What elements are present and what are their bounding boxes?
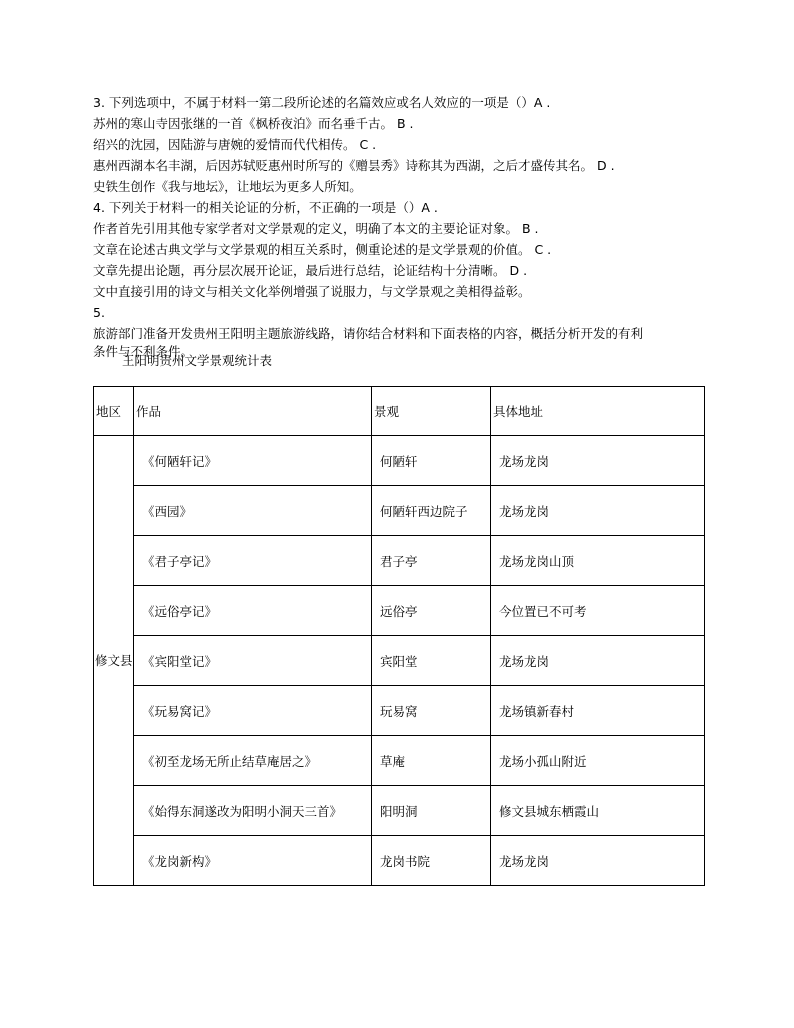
landscape-cell: 何陋轩 <box>372 436 491 486</box>
table-title: 王阳明贵州文学景观统计表 <box>122 353 273 368</box>
address-cell: 龙场龙岗 <box>491 636 705 686</box>
work-cell: 《君子亭记》 <box>134 536 372 586</box>
work-cell: 《西园》 <box>134 486 372 536</box>
address-cell: 龙场龙岗山顶 <box>491 536 705 586</box>
address-cell: 龙场小孤山附近 <box>491 736 705 786</box>
table-row <box>94 486 705 536</box>
landscape-cell: 玩易窝 <box>372 686 491 736</box>
work-cell: 《宾阳堂记》 <box>134 636 372 686</box>
table-row <box>94 636 705 686</box>
question-3-option-b: 绍兴的沈园，因陆游与唐婉的爱情而代代相传。 C . <box>93 137 377 152</box>
question-4-option-c: 文章先提出论题，再分层次展开论证，最后进行总结，论证结构十分清晰。 D . <box>93 263 528 278</box>
table-header-row <box>94 387 705 436</box>
landscape-statistics-table <box>93 386 705 886</box>
work-cell: 《何陋轩记》 <box>134 436 372 486</box>
header-region: 地区 <box>94 387 134 436</box>
work-cell: 《玩易窝记》 <box>134 686 372 736</box>
work-cell: 《初至龙场无所止结草庵居之》 <box>134 736 372 786</box>
work-cell: 《龙岗新构》 <box>134 836 372 886</box>
question-3-option-d: 史铁生创作《我与地坛》，让地坛为更多人所知。 <box>93 179 362 194</box>
header-landscape: 景观 <box>372 387 491 436</box>
table-row <box>94 836 705 886</box>
question-5-number: 5. <box>93 305 105 320</box>
landscape-cell: 何陋轩西边院子 <box>372 486 491 536</box>
region-cell: 修文县 <box>94 436 134 886</box>
landscape-cell: 君子亭 <box>372 536 491 586</box>
question-4-option-d: 文中直接引用的诗文与相关文化举例增强了说服力，与文学景观之美相得益彰。 <box>93 284 531 299</box>
table-row <box>94 536 705 586</box>
address-cell: 龙场龙岗 <box>491 836 705 886</box>
question-3-option-a: 苏州的寒山寺因张继的一首《枫桥夜泊》而名垂千古。 B . <box>93 116 414 131</box>
landscape-cell: 宾阳堂 <box>372 636 491 686</box>
landscape-cell: 阳明洞 <box>372 786 491 836</box>
landscape-cell: 草庵 <box>372 736 491 786</box>
question-3-stem: 3. 下列选项中，不属于材料一第二段所论述的名篇效应或名人效应的一项是（）A . <box>93 95 551 110</box>
question-3-option-c: 惠州西湖本名丰湖，后因苏轼贬惠州时所写的《赠昙秀》诗称其为西湖，之后才盛传其名。 D . <box>93 158 615 173</box>
table-row <box>94 436 705 486</box>
landscape-cell: 龙岗书院 <box>372 836 491 886</box>
question-4-option-a: 作者首先引用其他专家学者对文学景观的定义，明确了本文的主要论证对象。 B . <box>93 221 539 236</box>
question-4-stem: 4. 下列关于材料一的相关论证的分析，不正确的一项是（）A . <box>93 200 438 215</box>
work-cell: 《远俗亭记》 <box>134 586 372 636</box>
header-work: 作品 <box>134 387 372 436</box>
header-address: 具体地址 <box>491 387 705 436</box>
address-cell: 修文县城东栖霞山 <box>491 786 705 836</box>
work-cell: 《始得东洞遂改为阳明小洞天三首》 <box>134 786 372 836</box>
table-row <box>94 686 705 736</box>
table-row <box>94 586 705 636</box>
address-cell: 龙场龙岗 <box>491 486 705 536</box>
address-cell: 今位置已不可考 <box>491 586 705 636</box>
address-cell: 龙场龙岗 <box>491 436 705 486</box>
landscape-cell: 远俗亭 <box>372 586 491 636</box>
address-cell: 龙场镇新春村 <box>491 686 705 736</box>
table-row <box>94 786 705 836</box>
question-5-stem-cont: 条件与不利条件。 <box>93 344 194 359</box>
table-row <box>94 736 705 786</box>
question-5-stem: 旅游部门准备开发贵州王阳明主题旅游线路，请你结合材料和下面表格的内容，概括分析开发的有利 <box>93 326 644 341</box>
question-4-option-b: 文章在论述古典文学与文学景观的相互关系时，侧重论述的是文学景观的价值。 C . <box>93 242 552 257</box>
